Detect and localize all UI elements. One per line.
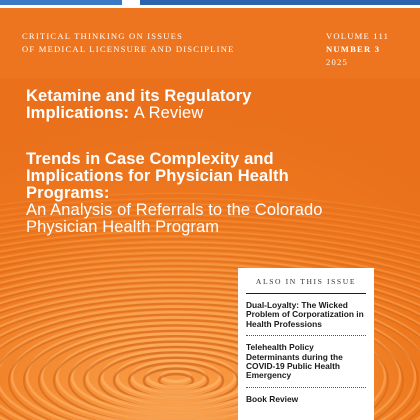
year-label: 2025 <box>326 57 348 67</box>
issue-info <box>326 30 389 69</box>
tagline-line-2: OF MEDICAL LICENSURE AND DISCIPLINE <box>22 44 235 54</box>
volume-label: VOLUME 111 <box>326 31 390 41</box>
top-bar-left-segment <box>0 0 122 5</box>
feature-1-subtitle: A Review <box>133 104 204 122</box>
tagline-line-1: CRITICAL THINKING ON ISSUES <box>22 31 184 41</box>
sidebar-article-1[interactable]: Dual-Loyalty: The Wicked Problem of Corporatization in Health Professions <box>246 294 366 336</box>
feature-2-title: Trends in Case Complexity and Implications for Physician Health Programs: <box>26 150 289 202</box>
masthead <box>0 8 420 78</box>
top-bar-right-segment <box>140 0 420 5</box>
also-in-this-issue-panel <box>238 268 374 420</box>
sidebar-article-3[interactable]: Book Review <box>246 393 299 404</box>
feature-1-title: Ketamine and its Regulatory Implications: <box>26 87 252 122</box>
sidebar-article-2[interactable]: Telehealth Policy Determinants during the COVID-19 Public Health Emergency <box>246 336 366 388</box>
journal-tagline <box>22 30 235 56</box>
feature-2-subtitle: An Analysis of Referrals to the Colorado Physician Health Program <box>26 201 323 236</box>
feature-headline-2 <box>26 151 346 236</box>
sidebar-title: ALSO IN THIS ISSUE <box>246 268 366 294</box>
top-color-bar <box>0 0 420 8</box>
feature-headline-1 <box>26 88 326 122</box>
number-label: NUMBER 3 <box>326 44 381 54</box>
